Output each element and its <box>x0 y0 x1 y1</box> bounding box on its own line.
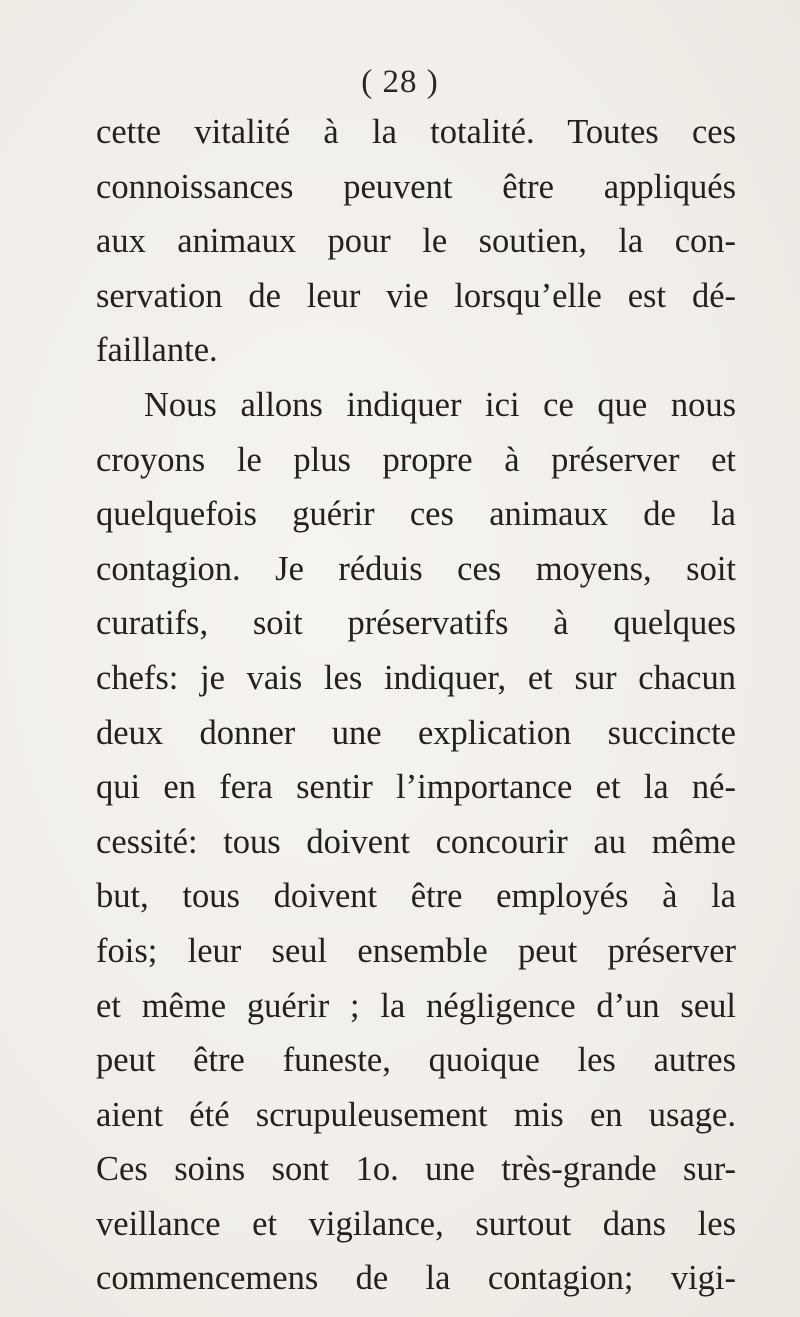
text-line: cette vitalité à la totalité. Toutes ces <box>96 113 736 151</box>
text-line: cessité: tous doivent concourir au même <box>96 822 736 861</box>
text-line: aient été scrupuleusement mis en usage. <box>96 1095 736 1134</box>
text-line: servation de leur vie lorsqu’elle est dé- <box>96 276 736 315</box>
text-line: fois; leur seul ensemble peut préserver <box>96 931 736 970</box>
text-line: veillance et vigilance, surtout dans les <box>96 1204 736 1243</box>
text-line: faillante. <box>96 331 218 370</box>
page-number: ( 28 ) <box>361 64 439 100</box>
text-line: et même guérir ; la négligence d’un seul <box>96 986 736 1025</box>
text-line: Nous allons indiquer ici ce que nous <box>144 385 736 424</box>
text-line: qui en fera sentir l’importance et la né- <box>96 768 736 807</box>
text-line: peut être funeste, quoique les autres <box>96 1041 736 1080</box>
text-line: connoissances peuvent être appliqués <box>96 167 736 206</box>
text-line: chefs: je vais les indiquer, et sur chacun <box>96 658 736 697</box>
text-line: but, tous doivent être employés à la <box>96 877 736 916</box>
text-line: quelquefois guérir ces animaux de la <box>96 495 736 534</box>
text-line: aux animaux pour le soutien, la con- <box>96 222 736 261</box>
text-line: croyons le plus propre à préserver et <box>96 440 736 479</box>
text-line: commencemens de la contagion; vigi- <box>96 1259 736 1298</box>
text-line: deux donner une explication succincte <box>96 713 736 752</box>
text-line: contagion. Je réduis ces moyens, soit <box>96 549 736 588</box>
text-line: curatifs, soit préservatifs à quelques <box>96 604 736 643</box>
body-text <box>96 105 736 1306</box>
text-line: Ces soins sont 1o. une très-grande sur- <box>96 1150 736 1189</box>
